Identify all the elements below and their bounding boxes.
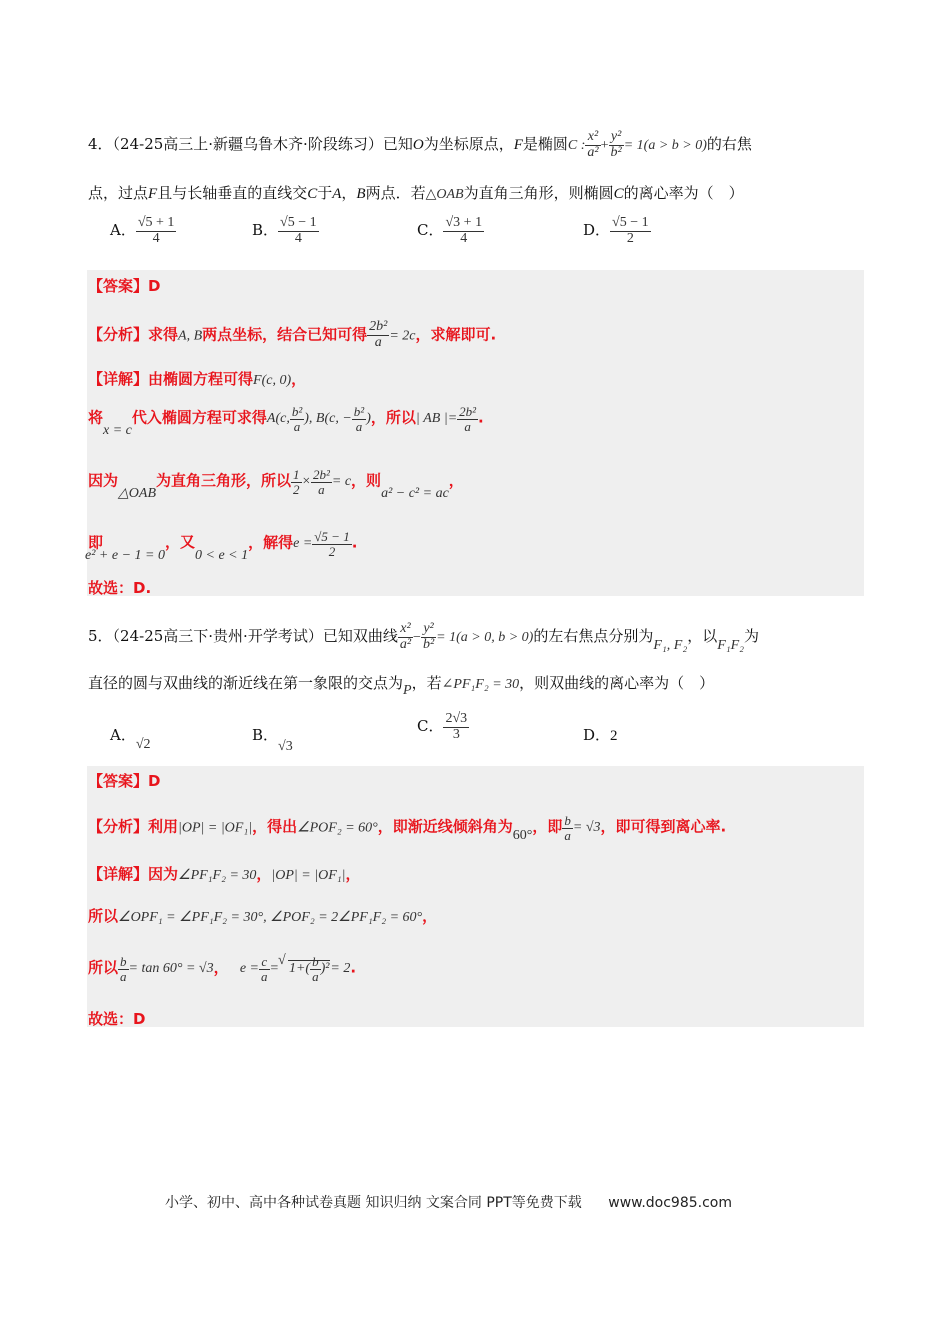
q4-number: 4． xyxy=(88,135,113,154)
q4-var-b: B xyxy=(356,186,366,202)
q4-var-c: C xyxy=(307,186,318,202)
q5-frac-y2b2: $\frac{\text{y²}}{\text{b²}}$ xyxy=(422,621,435,652)
q5-analysis-text: ，即可得到离心率. xyxy=(600,817,727,836)
q4-detail-text: ，则 xyxy=(351,471,382,490)
q5-line1: 5．（24-25高三下·贵州·开学考试）已知双曲线 $\frac{\text{x²}}{\text{a²}}$ − $\frac{\text{y²}}{\text{b²}}$ = 1(a > 0, b > 0)的左右焦点分别为F₁, F₂，以F₁F₂为 xyxy=(88,621,760,654)
q5-text: ，若 xyxy=(411,674,442,692)
q5-detail-line1: 【详解】因为∠PF₁F₂ = 30，|OP| = |OF₁|， xyxy=(88,865,361,883)
q4-analysis-text: ，求解即可. xyxy=(415,325,497,344)
footer-text: 小学、初中、高中各种试卷真题 知识归纳 文案合同 PPT等免费下载 xyxy=(165,1195,582,1211)
q4-detail-eq2: a² − c² = ac xyxy=(381,486,449,502)
q4-detail-xc: x = c xyxy=(103,423,132,439)
q4-detail-line2: 将x = c代入椭圆方程可求得A(c, $\frac{\text{b²}}{a}$ ), B(c, − $\frac{\text{b²}}{a}$ )，所以| AB |= $\frac{\text{2b²}}{a}$ . xyxy=(88,404,484,439)
q4-detail-text: 为直角三角形，所以 xyxy=(156,471,292,490)
q5-option-c: C． $\frac{2√3}{3}$ xyxy=(417,711,468,742)
q4-text: 且与长轴垂直的直线交 xyxy=(157,184,308,202)
q4-triangle: △OAB xyxy=(425,187,464,202)
q5-frac-x2a2: $\frac{\text{x²}}{\text{a²}}$ xyxy=(399,621,412,652)
q5-analysis: 【分析】利用|OP| = |OF₁|，得出∠POF₂ = 60°，即渐近线倾斜角为60°，即 $\frac{b}{a}$ = √3，即可得到离心率. xyxy=(88,813,727,844)
q4-line1: 4．（24-25高三上·新疆乌鲁木齐·阶段练习）已知O为坐标原点，F是椭圆C : $\frac{\text{x²}}{\text{a²}}$ + $\frac{\text{y²}}{\text{b²}}$ = 1(a > b > 0)的右焦 xyxy=(88,129,752,160)
q4-text: 是椭圆 xyxy=(522,135,568,154)
q5-foci: F₁, F₂ xyxy=(653,638,688,654)
q5-detail-result: = 2 xyxy=(330,961,351,977)
q4-point-a: A(c, xyxy=(266,411,290,427)
q5-hyperbola-condition: = 1(a > 0, b > 0) xyxy=(436,630,534,646)
q4-text: 的右焦 xyxy=(706,135,752,154)
q5-source: （24-25高三下·贵州·开学考试） xyxy=(112,627,323,646)
option-label: B． xyxy=(252,221,279,240)
q5-text: ，则双曲线的离心率为（ ） xyxy=(519,674,715,692)
q4-option-b: B． $\frac{√5 - 1}{4}$ xyxy=(252,215,317,246)
q5-detail-m2: ∠OPF₁ = ∠PF₁F₂ = 30°, ∠POF₂ = 2∠PF₁F₂ = 60° xyxy=(118,910,423,925)
option-value: √2 xyxy=(135,737,151,752)
q4-line2: 点，过点F且与长轴垂直的直线交C于A，B两点．若△OAB为直角三角形，则椭圆C的离心率为（ ） xyxy=(88,184,744,202)
q5-detail-text: 所以 xyxy=(88,958,119,977)
q5-analysis-m1: |OP| = |OF₁| xyxy=(178,820,253,836)
q5-answer: 【答案】D xyxy=(88,772,161,790)
q4-detail-e: e = xyxy=(293,536,313,552)
q4-text: 为直角三角形，则椭圆 xyxy=(463,184,614,202)
q4-detail-line3: 因为△OAB为直角三角形，所以 $\frac{1}{2}$ × $\frac{\text{2b²}}{a}$ = c，则a² − c² = ac， xyxy=(88,467,464,502)
q4-final: 故选：D. xyxy=(88,579,152,597)
q4-detail-eq4: 0 < e < 1 xyxy=(195,548,249,564)
q5-option-b xyxy=(252,724,293,754)
q5-angle: ∠PF₁F₂ = 30 xyxy=(441,677,520,692)
q4-option-c: C． $\frac{√3 + 1}{4}$ xyxy=(417,215,483,246)
q4-detail-text: 【详解】由椭圆方程可得 xyxy=(88,370,254,388)
q5-analysis-text: ，即 xyxy=(532,817,563,836)
q5-solution-box xyxy=(87,766,864,1027)
q5-var-p: P xyxy=(403,683,412,698)
q5-option-d xyxy=(583,724,618,745)
q5-final: 故选：D xyxy=(88,1010,146,1028)
q5-analysis-text: ，即渐近线倾斜角为 xyxy=(377,817,513,836)
q5-detail-text: 【详解】因为 xyxy=(88,865,179,883)
q5-option-a xyxy=(110,724,151,752)
q4-text: 点，过点 xyxy=(88,184,149,202)
q5-analysis-text: ，得出 xyxy=(252,817,298,836)
q4-detail-text: ，解得 xyxy=(248,533,294,552)
q4-ellipse-condition: = 1(a > b > 0) xyxy=(623,138,707,154)
q4-detail-line1 xyxy=(88,368,306,389)
q4-frac-x2a2: $\frac{\text{x²}}{\text{a²}}$ xyxy=(587,129,599,160)
q4-var-f: F xyxy=(513,137,523,154)
q4-var-c: C xyxy=(613,186,624,202)
q4-detail-text: ， xyxy=(291,370,307,388)
q4-source: （24-25高三上·新疆乌鲁木齐·阶段练习） xyxy=(112,135,383,154)
option-value: 2 xyxy=(610,728,618,744)
q4-ab-length: | AB |= xyxy=(415,411,458,427)
q4-detail-text: 代入椭圆方程可求得 xyxy=(131,408,267,427)
q4-detail-eq3: e² + e − 1 = 0 xyxy=(85,548,165,564)
q5-analysis-text: 【分析】利用 xyxy=(88,817,179,836)
option-label: A． xyxy=(110,726,136,744)
q4-text: 已知 xyxy=(382,135,413,154)
q4-text: 两点．若 xyxy=(365,184,426,202)
option-label: A． xyxy=(110,221,136,240)
option-label: B． xyxy=(252,726,279,744)
q5-f1f2: F₁F₂ xyxy=(717,638,745,654)
q5-detail-tan: = tan 60° = √3 xyxy=(128,961,214,977)
option-label: C． xyxy=(417,221,444,240)
q4-detail-eq: = c xyxy=(331,474,352,490)
option-value: √3 xyxy=(278,739,293,754)
q4-answer: 【答案】D xyxy=(88,277,161,295)
q5-text: 为 xyxy=(744,627,760,646)
q5-analysis-m4: = √3 xyxy=(572,820,601,836)
q4-analysis-eq: = 2c xyxy=(389,328,416,344)
q4-text: 的离心率为（ ） xyxy=(623,184,744,202)
q5-analysis-m2: ∠POF₂ = 60° xyxy=(297,820,378,836)
q4-detail-text: ，又 xyxy=(164,533,195,552)
q5-number: 5． xyxy=(88,627,113,646)
q4-detail-text: 即 xyxy=(88,533,104,552)
q4-var-f: F xyxy=(148,186,158,202)
option-label: D． xyxy=(583,221,611,240)
q4-ellipse-name: C : xyxy=(567,138,586,154)
q4-detail-line4: 即e² + e − 1 = 0，又0 < e < 1，解得e = $\frac{√5 - 1}{2}$ . xyxy=(85,529,358,564)
q4-text: 为坐标原点， xyxy=(423,135,514,154)
q4-analysis xyxy=(88,320,496,350)
q4-detail-text: 将 xyxy=(88,408,104,427)
q4-text: 于 xyxy=(317,184,333,202)
q4-detail-text: 因为 xyxy=(88,471,119,490)
q5-detail-line2: 所以∠OPF₁ = ∠PF₁F₂ = 30°, ∠POF₂ = 2∠PF₁F₂ = 60°， xyxy=(88,907,438,925)
q4-analysis-frac: $\frac{\text{2b²}}{a}$ xyxy=(369,319,388,350)
option-label: D． xyxy=(583,726,611,744)
q4-analysis-text: 两点坐标，结合已知可得 xyxy=(202,325,368,344)
q4-var-a: A xyxy=(332,186,342,202)
q4-frac-y2b2: $\frac{\text{y²}}{\text{b²}}$ xyxy=(610,129,622,160)
q4-analysis-ab: A, B xyxy=(178,328,203,344)
q5-text: 的左右焦点分别为 xyxy=(533,627,654,646)
q4-detail-text: ，所以 xyxy=(370,408,416,427)
q4-option-a: A． $\frac{√5 + 1}{4}$ xyxy=(110,215,175,246)
q5-text: ，以 xyxy=(687,627,718,646)
q4-option-d: D． $\frac{√5 - 1}{2}$ xyxy=(583,215,649,246)
q5-detail-text: 所以 xyxy=(88,907,119,925)
q4-point-close: ) xyxy=(366,411,371,427)
q5-detail-line3: 所以 $\frac{b}{a}$ = tan 60° = √3， e = $\frac{c}{a}$ =√ 1+( $\frac{b}{a}$ )²= 2. xyxy=(88,955,356,983)
q4-analysis-text: 【分析】求得 xyxy=(88,325,179,344)
q4-detail-focus: F(c, 0) xyxy=(253,373,292,388)
q5-detail-e: e = xyxy=(239,961,259,977)
q5-text: 直径的圆与双曲线的渐近线在第一象限的交点为 xyxy=(88,674,404,692)
q5-line2 xyxy=(88,672,715,698)
q4-var-o: O xyxy=(412,137,424,154)
q5-detail-m2: |OP| = |OF₁| xyxy=(271,868,346,883)
q5-text: 已知双曲线 xyxy=(322,627,398,646)
option-label: C． xyxy=(417,717,444,736)
page-footer xyxy=(165,1192,732,1212)
q5-analysis-m3: 60° xyxy=(512,828,533,844)
q4-triangle: △OAB xyxy=(118,486,156,502)
q4-point-b: ), B(c, − xyxy=(304,411,352,427)
footer-url[interactable]: www.doc985.com xyxy=(608,1195,732,1211)
q5-detail-m1: ∠PF₁F₂ = 30 xyxy=(178,868,257,883)
